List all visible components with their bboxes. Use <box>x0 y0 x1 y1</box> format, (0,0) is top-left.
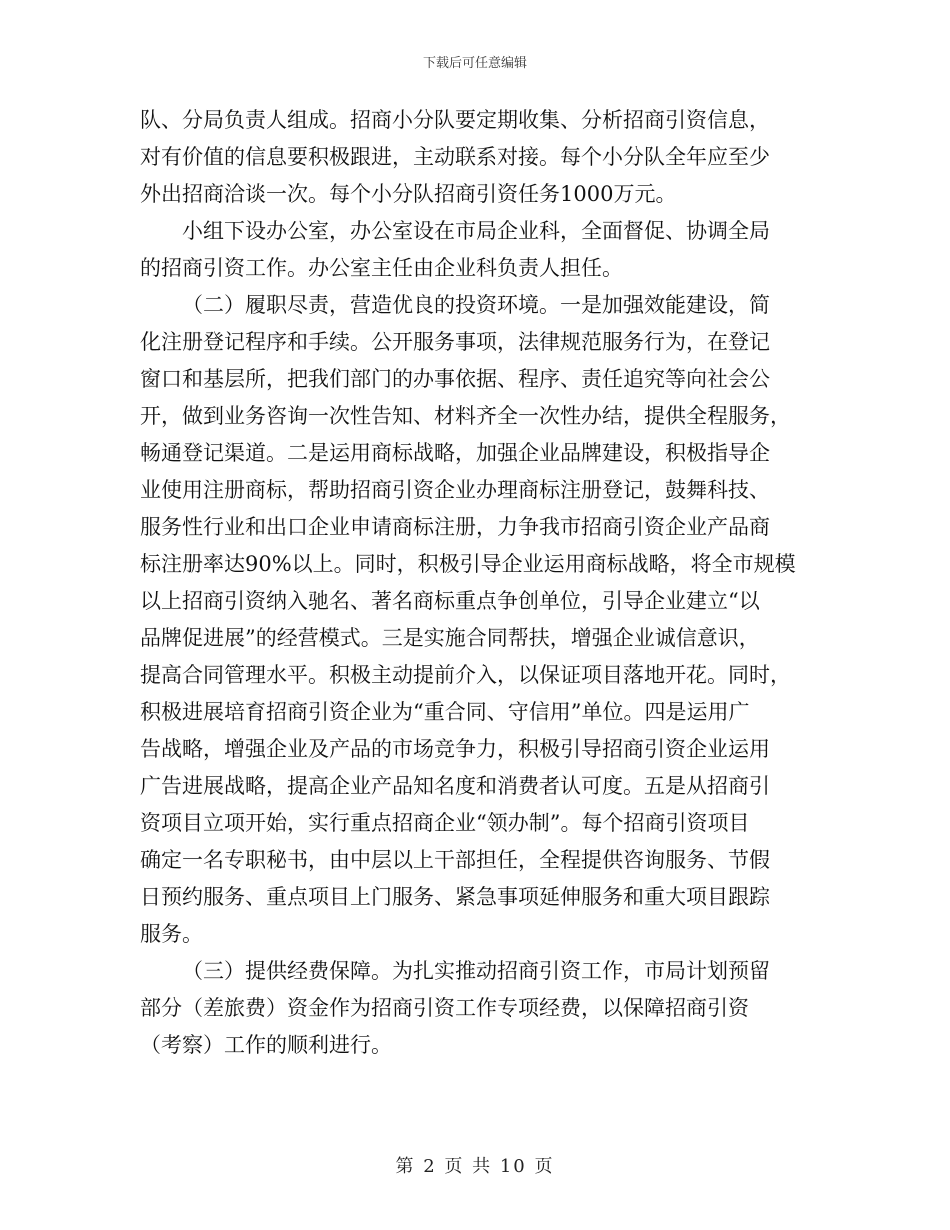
body-text-line: 资项目立项开始，实行重点招商企业“领办制”。每个招商引资项目 <box>140 811 750 835</box>
body-text-line: 业使用注册商标，帮助招商引资企业办理商标注册登记，鼓舞科技、 <box>140 478 770 502</box>
body-text-line: （三）提供经费保障。为扎实推动招商引资工作，市局计划预留 <box>182 959 770 983</box>
body-text-line: 外出招商洽谈一次。每个小分队招商引资任务1000万元。 <box>140 182 677 206</box>
body-text-line: 的招商引资工作。办公室主任由企业科负责人担任。 <box>140 256 623 280</box>
body-text-line: 小组下设办公室，办公室设在市局企业科，全面督促、协调全局 <box>182 219 770 243</box>
body-text-line: （二）履职尽责，营造优良的投资环境。一是加强效能建设，简 <box>182 293 770 317</box>
body-text-line: 部分（差旅费）资金作为招商引资工作专项经费，以保障招商引资 <box>140 996 749 1020</box>
body-text-line: 积极进展培育招商引资企业为“重合同、守信用”单位。四是运用广 <box>140 700 750 724</box>
body-text-line: 对有价值的信息要积极跟进，主动联系对接。每个小分队全年应至少 <box>140 145 770 169</box>
body-text-line: 告战略，增强企业及产品的市场竞争力，积极引导招商引资企业运用 <box>140 737 770 761</box>
body-text-line: 以上招商引资纳入驰名、著名商标重点争创单位，引导企业建立“以 <box>140 589 760 613</box>
body-text-line: 队、分局负责人组成。招商小分队要定期收集、分析招商引资信息， <box>140 108 770 132</box>
body-text-line: 广告进展战略，提高企业产品知名度和消费者认可度。五是从招商引 <box>140 774 770 798</box>
page-number-footer: 第 2 页 共 10 页 <box>395 1156 555 1177</box>
body-text-line: 窗口和基层所，把我们部门的办事依据、程序、责任追究等向社会公 <box>140 367 770 391</box>
body-text-line: 服务性行业和出口企业申请商标注册，力争我市招商引资企业产品商 <box>140 515 770 539</box>
body-text-line: 确定一名专职秘书，由中层以上干部担任，全程提供咨询服务、节假 <box>140 848 770 872</box>
body-text-line: 提高合同管理水平。积极主动提前介入，以保证项目落地开花。同时， <box>140 663 791 687</box>
body-text-line: 畅通登记渠道。二是运用商标战略，加强企业品牌建设，积极指导企 <box>140 441 770 465</box>
body-text-line: （考察）工作的顺利进行。 <box>140 1033 392 1057</box>
body-text-line: 日预约服务、重点项目上门服务、紧急事项延伸服务和重大项目跟踪 <box>140 885 770 909</box>
body-text-line: 服务。 <box>140 922 203 946</box>
body-text-line: 标注册率达90%以上。同时，积极引导企业运用商标战略，将全市规模 <box>140 552 796 576</box>
body-text-line: 开，做到业务咨询一次性告知、材料齐全一次性办结，提供全程服务， <box>140 404 791 428</box>
body-text-line: 化注册登记程序和手续。公开服务事项，法律规范服务行为，在登记 <box>140 330 770 354</box>
body-text-line: 品牌促进展”的经营模式。三是实施合同帮扶，增强企业诚信意识， <box>140 626 760 650</box>
page-header: 下载后可任意编辑 <box>422 56 527 71</box>
document-body <box>140 102 812 1064</box>
